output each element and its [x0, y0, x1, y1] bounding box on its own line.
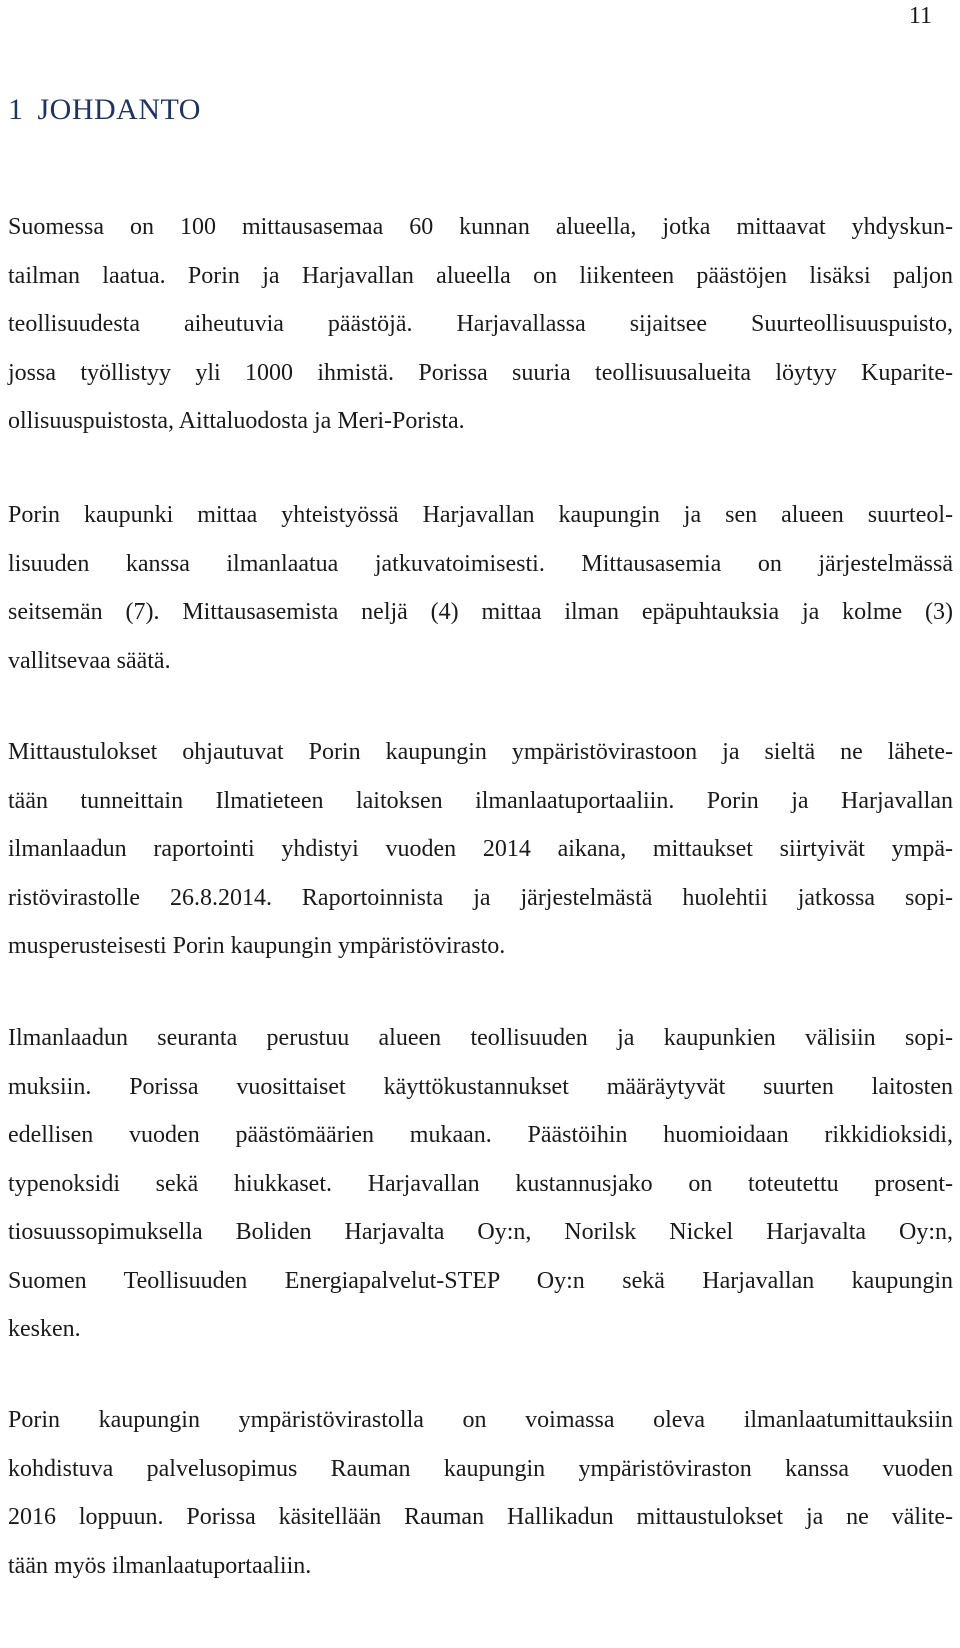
chapter-heading	[8, 90, 201, 130]
paragraph-line: vallitsevaa säätä.	[8, 647, 171, 674]
paragraph-line: tään myös ilmanlaatuportaaliin.	[8, 1552, 312, 1579]
chapter-number: 1	[8, 93, 24, 126]
paragraph-line: Ilmanlaadun seuranta perustuu alueen teollisuuden ja kaupunkien välisiin sopi-	[8, 1025, 953, 1051]
paragraph-line: ollisuuspuistosta, Aittaluodosta ja Meri-Porista.	[8, 408, 465, 434]
paragraph-line: lisuuden kanssa ilmanlaatua jatkuvatoimisesti. Mittausasemia on järjestelmässä	[8, 550, 953, 577]
paragraph-2	[8, 491, 953, 685]
paragraph-line: ilmanlaadun raportointi yhdistyi vuoden 2014 aikana, mittaukset siirtyivät ympä-	[8, 836, 953, 862]
paragraph-line: muksiin. Porissa vuosittaiset käyttökustannukset määräytyvät suurten laitosten	[8, 1073, 953, 1100]
paragraph-line: edellisen vuoden päästömäärien mukaan. Päästöihin huomioidaan rikkidioksidi,	[8, 1122, 953, 1148]
paragraph-line: kesken.	[8, 1316, 81, 1342]
paragraph-line: tailman laatua. Porin ja Harjavallan alueella on liikenteen päästöjen lisäksi paljon	[8, 262, 953, 289]
paragraph-line: teollisuudesta aiheutuvia päästöjä. Harjavallassa sijaitsee Suurteollisuuspuisto,	[8, 311, 953, 337]
paragraph-line: ristövirastolle 26.8.2014. Raportoinnista ja järjestelmästä huolehtii jatkossa sopi-	[8, 884, 953, 911]
paragraph-line: Suomen Teollisuuden Energiapalvelut-STEP Oy:n sekä Harjavallan kaupungin	[8, 1267, 953, 1294]
paragraph-line: kohdistuva palvelusopimus Rauman kaupungin ympäristöviraston kanssa vuoden	[8, 1455, 953, 1482]
paragraph-line: musperusteisesti Porin kaupungin ympäristövirasto.	[8, 933, 506, 959]
paragraph-1	[8, 203, 953, 446]
paragraph-line: 2016 loppuun. Porissa käsitellään Rauman Hallikadun mittaustulokset ja ne välite-	[8, 1504, 953, 1530]
paragraph-3	[8, 728, 953, 971]
paragraph-line: tään tunneittain Ilmatieteen laitoksen ilmanlaatuportaaliin. Porin ja Harjavallan	[8, 787, 953, 814]
paragraph-line: Mittaustulokset ohjautuvat Porin kaupungin ympäristövirastoon ja sieltä ne lähete-	[8, 739, 953, 765]
paragraph-line: typenoksidi sekä hiukkaset. Harjavallan kustannusjako on toteutettu prosent-	[8, 1170, 953, 1197]
paragraph-line: jossa työllistyy yli 1000 ihmistä. Porissa suuria teollisuusalueita löytyy Kuparite-	[8, 359, 953, 386]
paragraph-line: Suomessa on 100 mittausasemaa 60 kunnan alueella, jotka mittaavat yhdyskun-	[8, 214, 953, 240]
chapter-title: JOHDANTO	[37, 93, 201, 126]
paragraph-line: tiosuussopimuksella Boliden Harjavalta Oy:n, Norilsk Nickel Harjavalta Oy:n,	[8, 1219, 953, 1245]
paragraph-4	[8, 1014, 953, 1354]
paragraph-line: Porin kaupungin ympäristövirastolla on voimassa oleva ilmanlaatumittauksiin	[8, 1407, 953, 1433]
paragraph-line: seitsemän (7). Mittausasemista neljä (4) mittaa ilman epäpuhtauksia ja kolme (3)	[8, 599, 953, 625]
paragraph-line: Porin kaupunki mittaa yhteistyössä Harjavallan kaupungin ja sen alueen suurteol-	[8, 502, 953, 528]
page-number: 11	[908, 3, 932, 29]
paragraph-5	[8, 1396, 953, 1590]
